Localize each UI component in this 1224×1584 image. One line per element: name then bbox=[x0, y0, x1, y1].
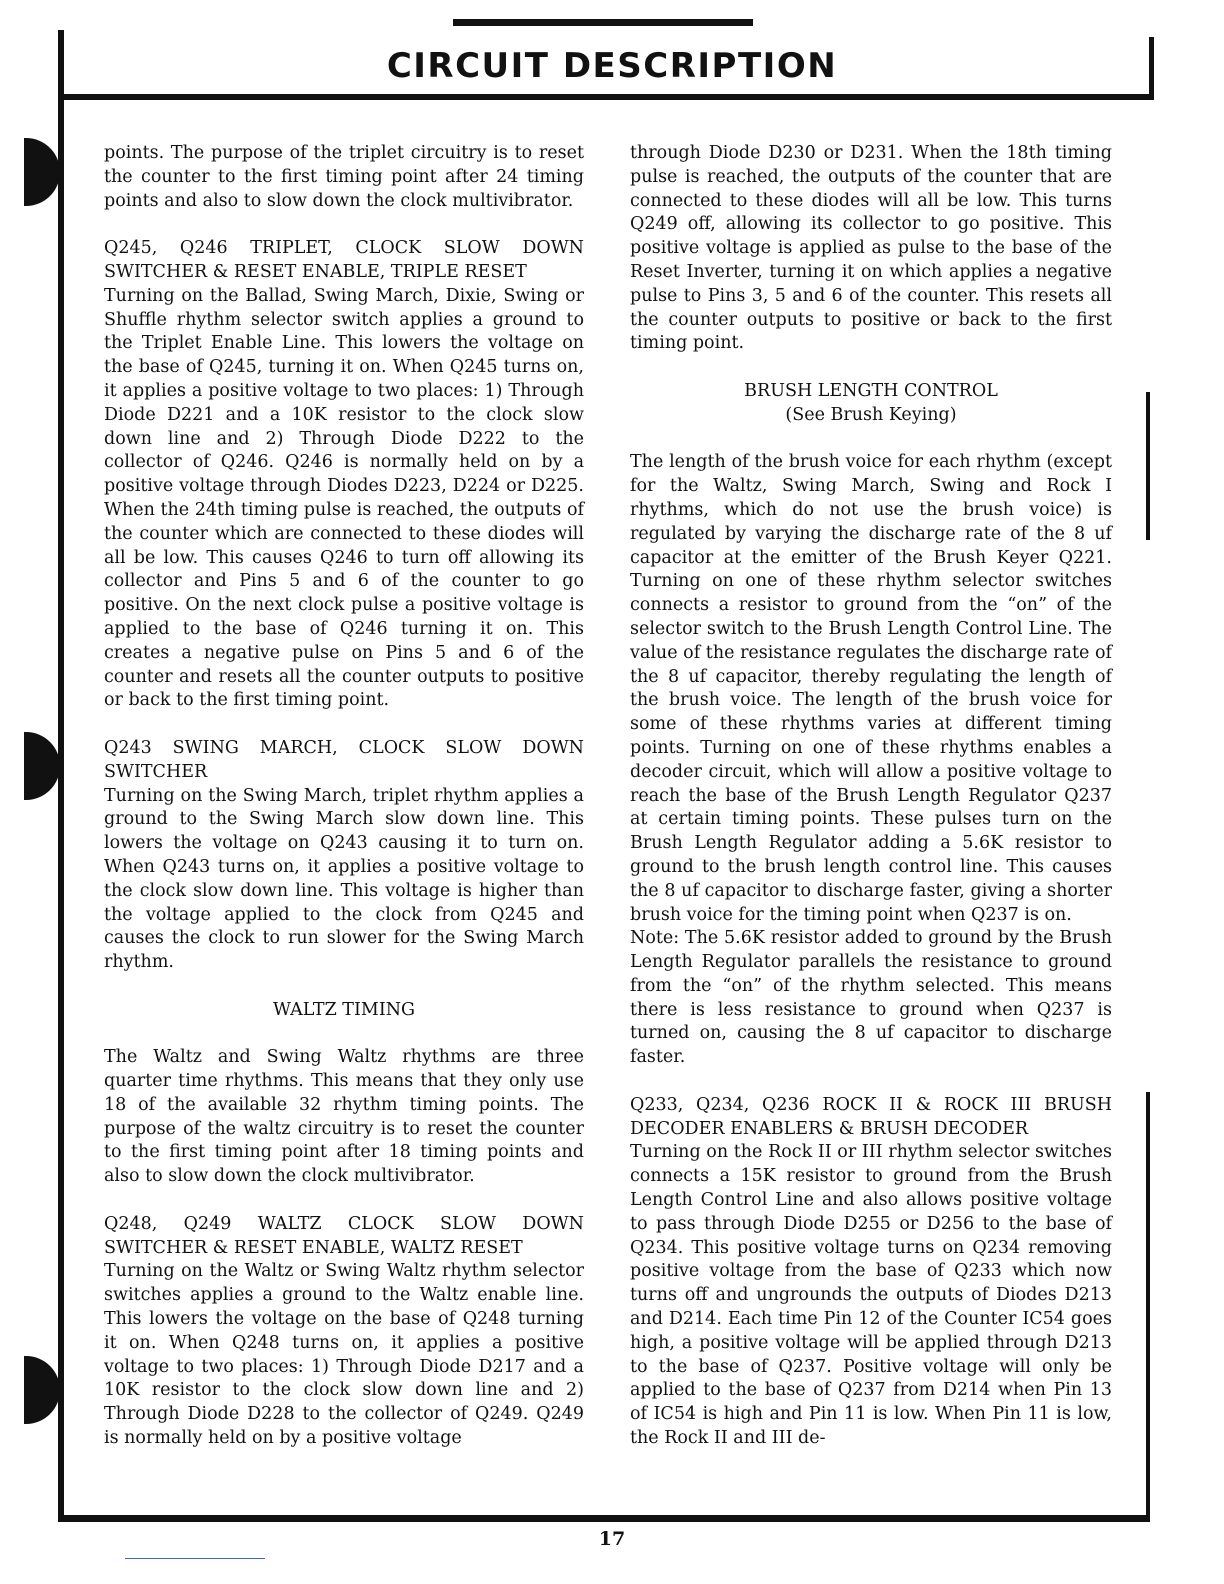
left-column bbox=[104, 142, 584, 1451]
link-underline bbox=[125, 1558, 265, 1559]
paragraph: Turning on the Waltz or Swing Waltz rhythm selector switches applies a ground to the Waltz enable line. This lowers the voltage on the base of Q248 turning it on. When Q248 turns on, it applies a positive voltage to two places: 1) Through Diode D217 and a 10K resistor to the clock slow down line and 2) Through Diode D228 to the collector of Q249. Q249 is normally held on by a positive voltage bbox=[104, 1261, 584, 1449]
top-rule bbox=[453, 19, 753, 26]
section-heading: Q245, Q246 TRIPLET, CLOCK SLOW DOWN SWITCHER & RESET ENABLE, TRIPLE RESET bbox=[104, 238, 584, 282]
paragraph: The length of the brush voice for each rhythm (except for the Waltz, Swing March, Swing and Rock I rhythms, which do not use the brush voice) is regulated by varying the discharge rate of the 8 uf capacitor at the emitter of the Brush Keyer Q221. Turning on one of these rhythm selector switches connects a resistor to ground from the “on” of the selector switch to the Brush Length Control Line. The value of the resistance regulates the discharge rate of the 8 uf capacitor, thereby regulating the length of the brush voice. The length of the brush voice for some of these rhythms varies at different timing points. Turning on one of these rhythms enables a decoder circuit, which will allow a positive voltage to reach the base of the Brush Length Regulator Q237 at certain timing points. These pulses turn on the Brush Length Regulator adding a 5.6K resistor to ground to the brush length control line. This causes the 8 uf capacitor to discharge faster, giving a shorter brush voice for the timing point when Q237 is on. bbox=[630, 452, 1112, 925]
frame-right-border-lower bbox=[1146, 1092, 1150, 1520]
bottom-rule bbox=[58, 1515, 1150, 1522]
note-paragraph: Note: The 5.6K resistor added to ground by the Brush Length Regulator parallels the resistance to ground from the “on” of the rhythm selected. This means there is less resistance to ground when Q237 is turned on, causing the 8 uf capacitor to discharge faster. bbox=[630, 928, 1112, 1068]
paragraph: points. The purpose of the triplet circuitry is to reset the counter to the first timing point after 24 timing points and also to slow down the clock multivibrator. bbox=[104, 143, 584, 211]
paragraph: Turning on the Swing March, triplet rhythm applies a ground to the Swing March slow down line. This lowers the voltage on Q243 causing it to turn on. When Q243 turns on, it applies a positive voltage to the clock slow down line. This voltage is higher than the voltage applied to the clock from Q245 and causes the clock to run slower for the Swing March rhythm. bbox=[104, 785, 584, 973]
page-title: CIRCUIT DESCRIPTION bbox=[386, 46, 838, 86]
binder-hole-middle bbox=[24, 732, 60, 800]
paragraph: Turning on the Rock II or III rhythm selector switches connects a 15K resistor to ground from the Brush Length Control Line and also allows positive voltage to pass through Diode D255 or D256 to the base of Q234. This positive voltage turns on Q234 removing positive voltage from the base of Q233 which now turns off and ungrounds the outputs of Diodes D213 and D214. Each time Pin 12 of the Counter IC54 goes high, a positive voltage will be applied through D213 to the base of Q237. Positive voltage will only be applied to the base of Q237 from D214 when Pin 13 of IC54 is high and Pin 11 is low. When Pin 11 is low, the Rock II and III de- bbox=[630, 1142, 1112, 1449]
section-heading: Q243 SWING MARCH, CLOCK SLOW DOWN SWITCHER bbox=[104, 737, 584, 782]
section-heading: BRUSH LENGTH CONTROL bbox=[744, 380, 998, 401]
frame-left-border bbox=[58, 30, 64, 1522]
section-heading: Q233, Q234, Q236 ROCK II & ROCK III BRUSH DECODER ENABLERS & BRUSH DECODER bbox=[630, 1094, 1112, 1139]
right-column bbox=[630, 142, 1112, 1451]
section-heading: WALTZ TIMING bbox=[272, 999, 416, 1020]
section-heading: Q248, Q249 WALTZ CLOCK SLOW DOWN SWITCHER & RESET ENABLE, WALTZ RESET bbox=[104, 1213, 584, 1258]
frame-right-border-mid bbox=[1146, 392, 1150, 540]
section-subheading: (See Brush Keying) bbox=[785, 404, 957, 425]
paragraph: The Waltz and Swing Waltz rhythms are three quarter time rhythms. This means that they only use 18 of the available 32 rhythm timing points. The purpose of the waltz circuitry is to reset the counter to the first timing point after 18 timing points and also to slow down the clock multivibrator. bbox=[104, 1047, 584, 1187]
header-rule bbox=[58, 94, 1154, 100]
paragraph: Turning on the Ballad, Swing March, Dixie, Swing or Shuffle rhythm selector switch applies a ground to the Triplet Enable Line. This lowers the voltage on the base of Q245, turning it on. When Q245 turns on, it applies a positive voltage to two places: 1) Through Diode D221 and a 10K resistor to the clock slow down line and 2) Through Diode D222 to the collector of Q246. Q246 is normally held on by a positive voltage through Diodes D223, D224 or D225. When the 24th timing pulse is reached, the outputs of the counter which are connected to these diodes will all be low. This causes Q246 to turn off allowing its collector and Pins 5 and 6 of the counter to go positive. On the next clock pulse a positive voltage is applied to the base of Q246 turning it on. This creates a negative pulse on Pins 5 and 6 of the counter and resets all the counter outputs to positive or back to the first timing point. bbox=[104, 285, 584, 711]
frame-right-border bbox=[1149, 37, 1154, 99]
binder-hole-top bbox=[24, 138, 60, 206]
binder-hole-bottom bbox=[24, 1356, 60, 1424]
paragraph: through Diode D230 or D231. When the 18th timing pulse is reached, the outputs of the counter that are connected to these diodes will all be low. This turns Q249 off, allowing its collector to go positive. This positive voltage is applied as pulse to the base of the Reset Inverter, turning it on which applies a negative pulse to Pins 3, 5 and 6 of the counter. This resets all the counter outputs to positive or back to the first timing point. bbox=[630, 143, 1112, 354]
page-number: 17 bbox=[598, 1528, 626, 1550]
